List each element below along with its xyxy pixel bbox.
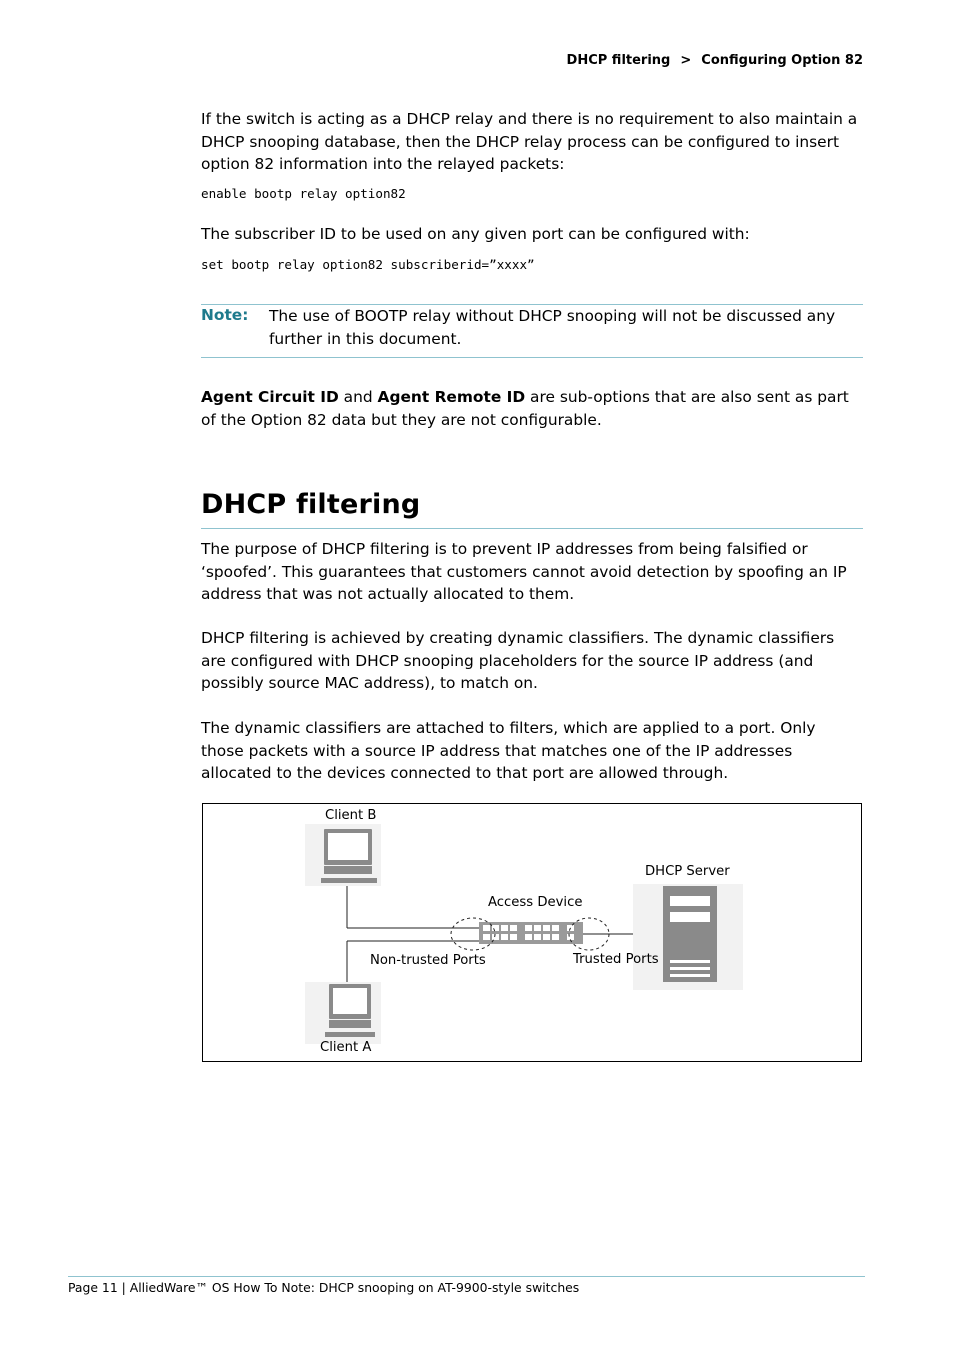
dhcp-server-icon: [633, 884, 743, 990]
network-diagram: [202, 803, 862, 1062]
dhcp-server-label: DHCP Server: [645, 864, 730, 879]
agent-rest: are sub-options that are also sent as part of the Option 82 data but they are not configurable.: [201, 388, 849, 429]
code-enable-relay: enable bootp relay option82: [201, 186, 406, 201]
page-footer: Page 11 | AlliedWare™ OS How To Note: DHCP snooping on AT-9900-style switches: [68, 1280, 580, 1295]
header-subsection: Configuring Option 82: [701, 53, 863, 68]
section-rule: [201, 528, 863, 529]
note-text: The use of BOOTP relay without DHCP snooping will not be discussed any further in this document.: [269, 307, 836, 348]
note-label: Note:: [201, 306, 249, 324]
client-a-computer-icon: [305, 982, 381, 1044]
code-set-subscriberid: set bootp relay option82 subscriberid=”xxxx”: [201, 257, 535, 272]
header-section: DHCP filtering: [566, 53, 671, 68]
trusted-ports-label: Trusted Ports: [573, 952, 659, 967]
non-trusted-ports-label: Non-trusted Ports: [370, 953, 486, 968]
intro-paragraph: If the switch is acting as a DHCP relay and there is no requirement to also maintain a DHCP snooping database, then the DHCP relay process can be configured to insert option 82 information into the relayed packets:: [201, 110, 858, 173]
header-separator: >: [680, 53, 692, 68]
agent-paragraph: [201, 386, 863, 431]
access-device-label: Access Device: [488, 895, 583, 910]
paragraph-filters: The dynamic classifiers are attached to filters, which are applied to a port. Only those packets with a source IP address that matches one of the IP addresses allocated to the devices connected to that port are allowed through.: [201, 719, 816, 782]
subscriber-paragraph: The subscriber ID to be used on any given port can be configured with:: [201, 225, 750, 243]
access-device-switch-icon: [479, 922, 583, 944]
footer-rule: [68, 1276, 865, 1277]
diagram-drawing: [203, 804, 861, 1061]
paragraph-classifiers: DHCP filtering is achieved by creating dynamic classifiers. The dynamic classifiers are configured with DHCP snooping placeholders for the source IP address (and possibly source MAC address), to match on.: [201, 629, 835, 692]
client-b-computer-icon: [305, 824, 381, 886]
agent-remote-id: Agent Remote ID: [377, 388, 526, 406]
section-title: DHCP filtering: [201, 489, 421, 520]
running-header: [567, 53, 863, 68]
agent-circuit-id: Agent Circuit ID: [201, 388, 339, 406]
note-bottom-rule: [201, 357, 863, 358]
agent-conj: and: [338, 388, 378, 406]
client-a-label: Client A: [320, 1040, 372, 1055]
client-b-label: Client B: [325, 808, 377, 823]
paragraph-purpose: The purpose of DHCP filtering is to prevent IP addresses from being falsified or ‘spoofed’. This guarantees that customers cannot avoid detection by spoofing an IP address that was not actually allocated to them.: [201, 540, 847, 603]
